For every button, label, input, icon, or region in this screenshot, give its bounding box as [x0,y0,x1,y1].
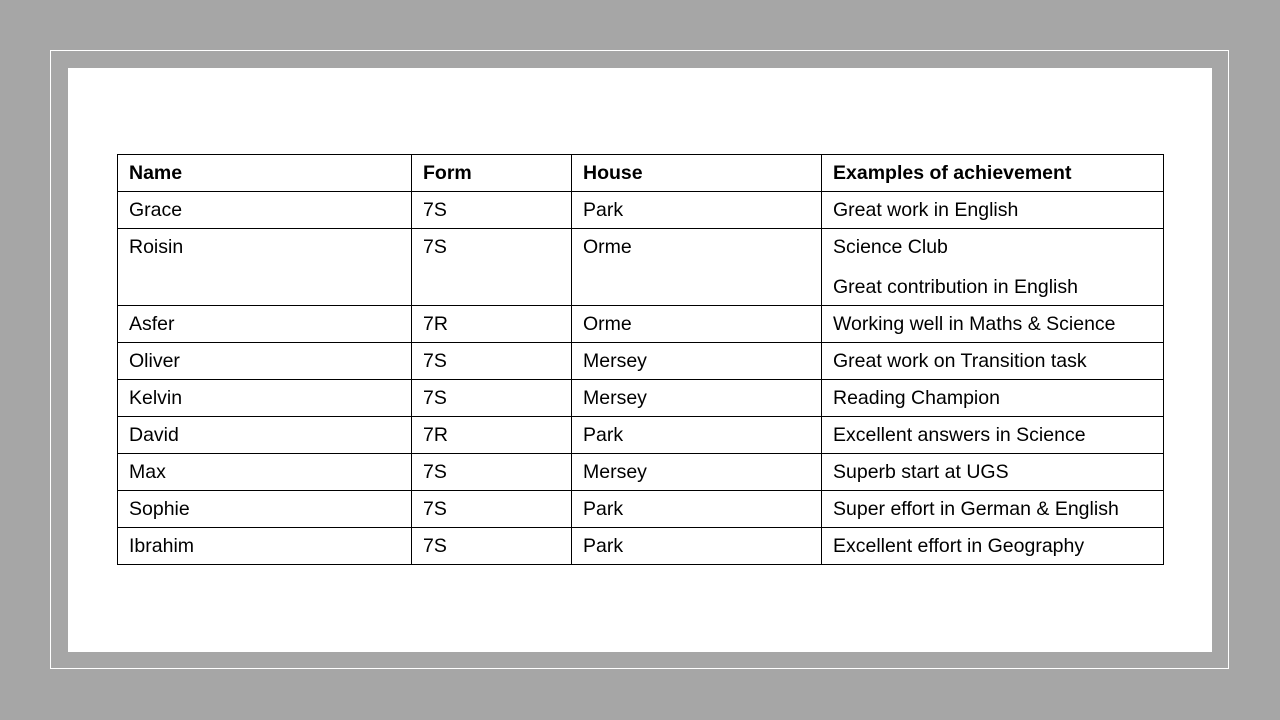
cell-name: Max [118,454,412,491]
table-row [118,528,1164,565]
table-row [118,380,1164,417]
cell-form: 7R [412,417,572,454]
cell-form: 7S [412,528,572,565]
table-row [118,491,1164,528]
cell-house: Orme [572,229,822,306]
achievement-line: Super effort in German & English [833,498,1119,520]
achievement-line: Great contribution in English [833,276,1078,298]
cell-house: Park [572,528,822,565]
cell-form: 7S [412,491,572,528]
header-form: Form [412,155,572,192]
cell-achievement [822,343,1164,380]
table-row [118,417,1164,454]
achievement-table [117,154,1164,565]
cell-form: 7S [412,454,572,491]
cell-name: Kelvin [118,380,412,417]
cell-name: Sophie [118,491,412,528]
slide [68,68,1212,652]
header-name: Name [118,155,412,192]
cell-form: 7S [412,343,572,380]
cell-name: Ibrahim [118,528,412,565]
header-achievement: Examples of achievement [822,155,1164,192]
achievement-line: Great work in English [833,199,1019,221]
cell-achievement [822,491,1164,528]
header-house: House [572,155,822,192]
cell-house: Mersey [572,454,822,491]
achievement-line: Excellent effort in Geography [833,535,1085,557]
cell-house: Orme [572,306,822,343]
achievement-line: Superb start at UGS [833,461,1009,483]
achievement-line: Excellent answers in Science [833,424,1086,446]
cell-achievement [822,192,1164,229]
cell-house: Mersey [572,343,822,380]
cell-achievement [822,528,1164,565]
achievement-line: Reading Champion [833,387,1000,409]
cell-form: 7R [412,306,572,343]
table-header-row [118,155,1164,192]
cell-achievement [822,454,1164,491]
cell-house: Park [572,417,822,454]
table-row [118,454,1164,491]
cell-form: 7S [412,229,572,306]
table-row [118,306,1164,343]
cell-name: Oliver [118,343,412,380]
cell-name: Grace [118,192,412,229]
cell-name: David [118,417,412,454]
table-row [118,192,1164,229]
cell-house: Park [572,192,822,229]
achievement-line: Great work on Transition task [833,350,1087,372]
table-row [118,229,1164,306]
cell-house: Park [572,491,822,528]
cell-house: Mersey [572,380,822,417]
cell-achievement [822,417,1164,454]
cell-form: 7S [412,192,572,229]
cell-name: Roisin [118,229,412,306]
table-body [118,192,1164,565]
cell-achievement [822,229,1164,306]
cell-name: Asfer [118,306,412,343]
table-row [118,343,1164,380]
cell-form: 7S [412,380,572,417]
cell-achievement [822,306,1164,343]
achievement-line: Science Club [833,236,948,258]
cell-achievement [822,380,1164,417]
achievement-line: Working well in Maths & Science [833,313,1116,335]
